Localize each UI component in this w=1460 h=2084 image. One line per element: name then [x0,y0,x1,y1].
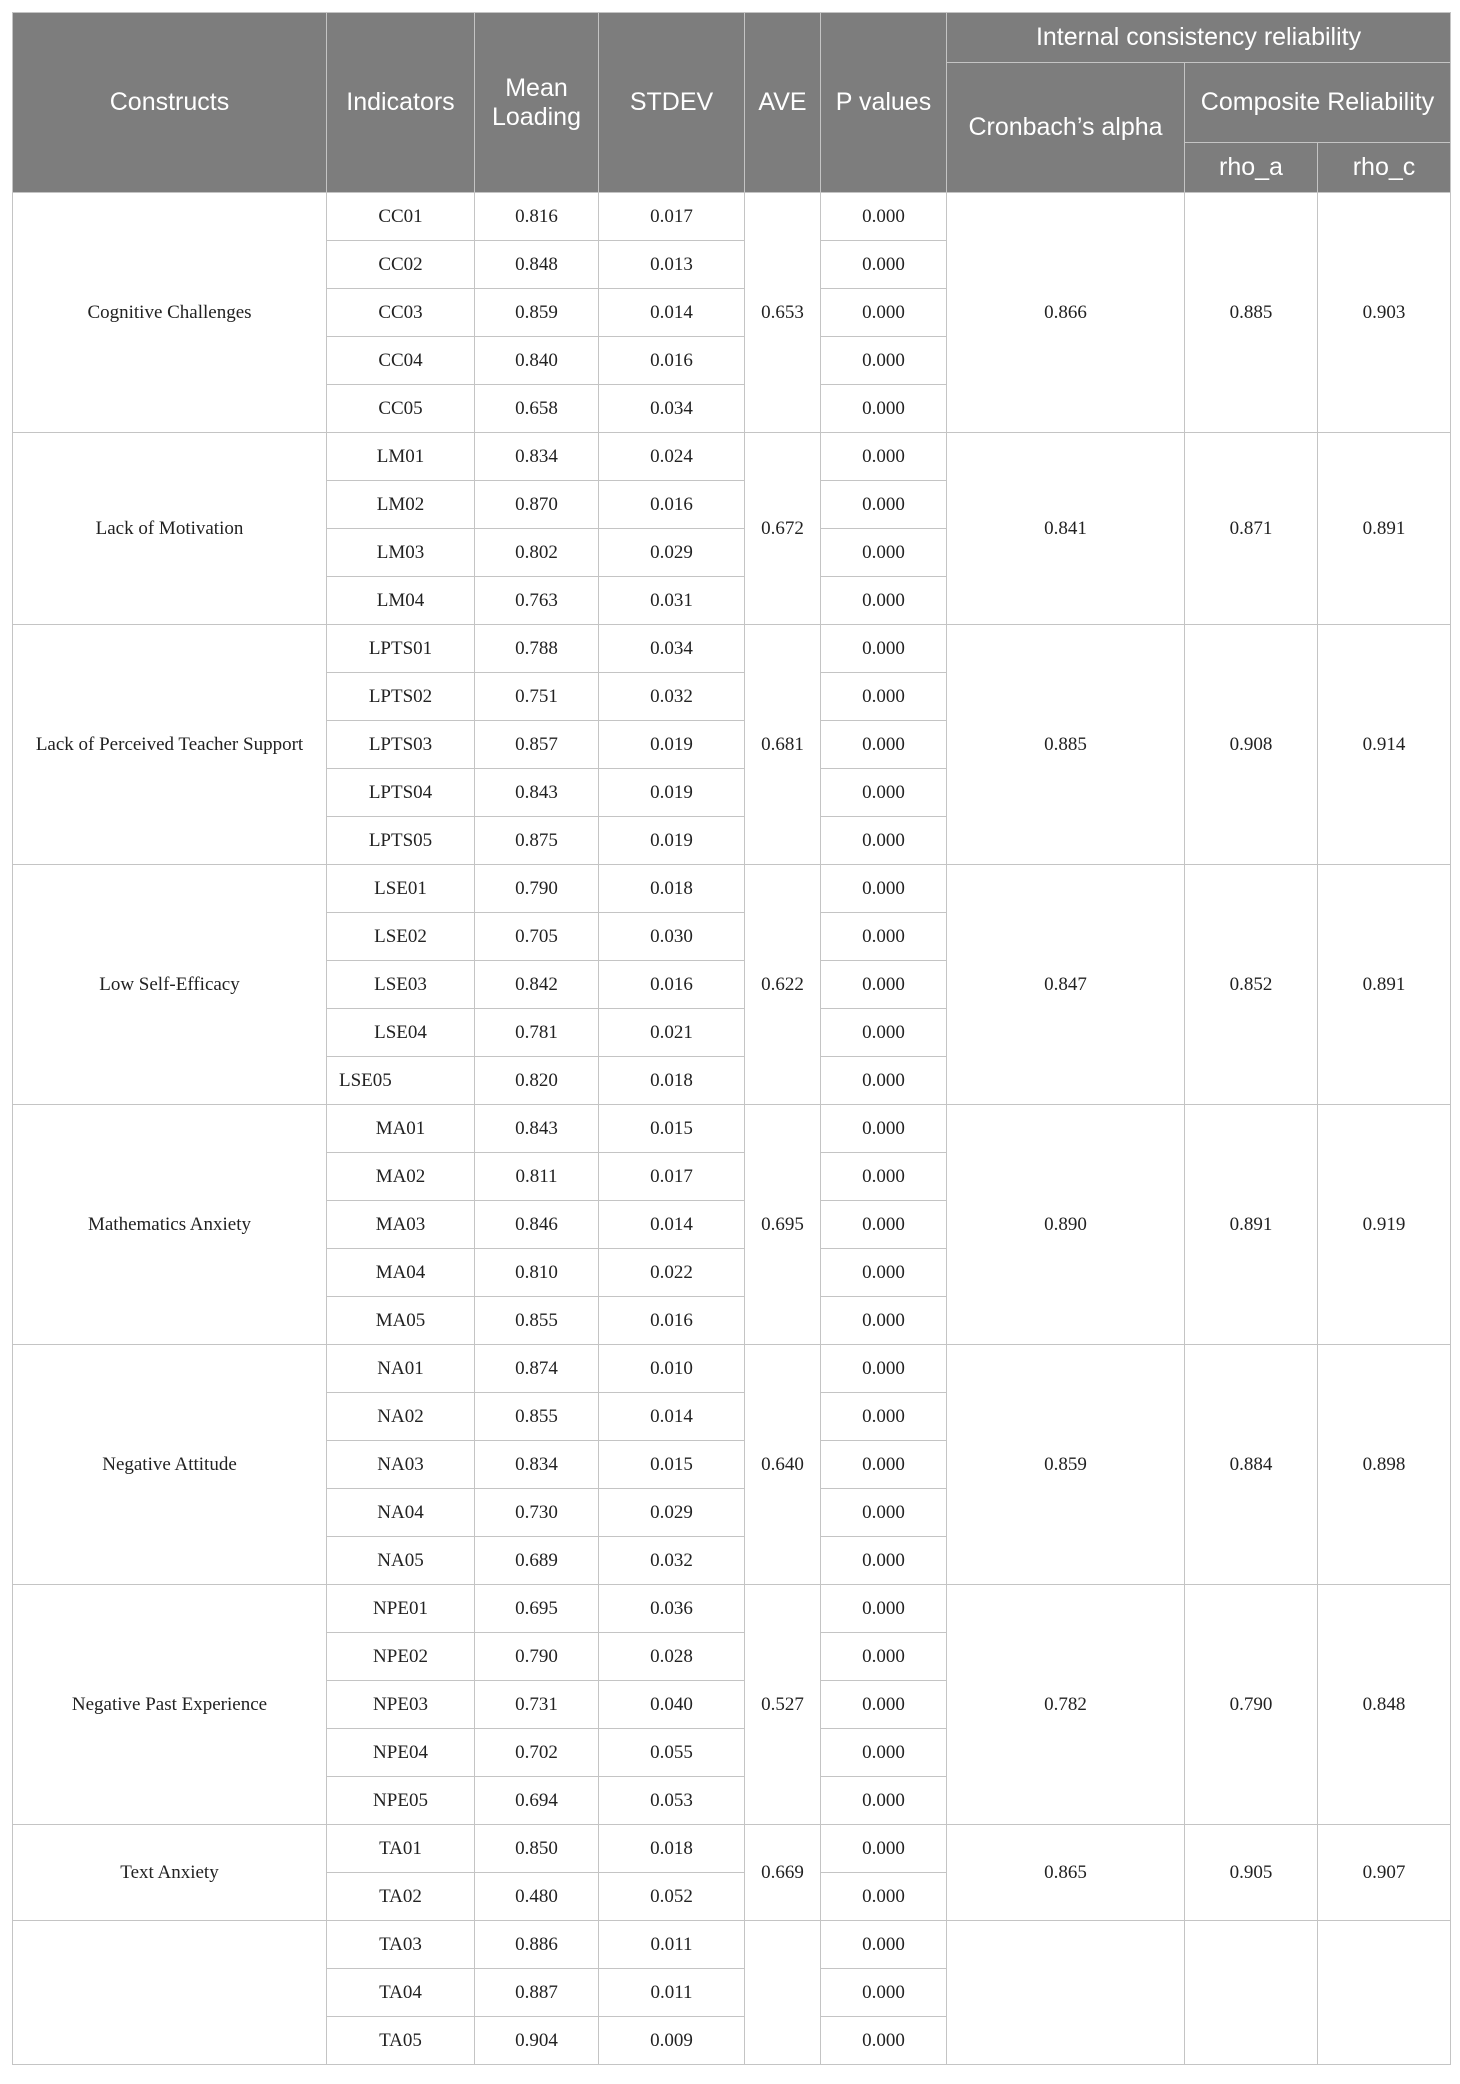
p-value-cell: 0.000 [821,385,947,433]
stdev-cell: 0.009 [599,2017,745,2065]
mean-loading-cell: 0.689 [475,1537,599,1585]
p-value-cell: 0.000 [821,1969,947,2017]
table-row [13,1105,1451,1153]
p-value-cell: 0.000 [821,1345,947,1393]
p-value-cell: 0.000 [821,1393,947,1441]
indicator-cell: CC02 [327,241,475,289]
header-rho-a: rho_a [1185,143,1318,193]
stdev-cell: 0.014 [599,289,745,337]
header-internal-consistency: Internal consistency reliability [947,13,1451,63]
indicator-cell: MA02 [327,1153,475,1201]
mean-loading-cell: 0.705 [475,913,599,961]
p-value-cell: 0.000 [821,1153,947,1201]
mean-loading-cell: 0.694 [475,1777,599,1825]
indicator-cell: NPE01 [327,1585,475,1633]
p-value-cell: 0.000 [821,577,947,625]
header-rho-c: rho_c [1318,143,1451,193]
header-ave: AVE [745,13,821,193]
stdev-cell: 0.014 [599,1393,745,1441]
stdev-cell: 0.032 [599,1537,745,1585]
indicator-cell: LM04 [327,577,475,625]
p-value-cell: 0.000 [821,1585,947,1633]
p-value-cell: 0.000 [821,1681,947,1729]
indicator-cell: NPE05 [327,1777,475,1825]
indicator-cell: LM03 [327,529,475,577]
p-value-cell: 0.000 [821,1729,947,1777]
p-value-cell: 0.000 [821,1009,947,1057]
p-value-cell: 0.000 [821,817,947,865]
p-value-cell: 0.000 [821,1249,947,1297]
stdev-cell: 0.016 [599,961,745,1009]
p-value-cell: 0.000 [821,625,947,673]
stdev-cell: 0.040 [599,1681,745,1729]
p-value-cell: 0.000 [821,1441,947,1489]
cronbach-alpha-cell: 0.866 [947,193,1185,433]
indicator-cell: LM01 [327,433,475,481]
indicator-cell: NA05 [327,1537,475,1585]
mean-loading-cell: 0.886 [475,1921,599,1969]
header-indicators: Indicators [327,13,475,193]
construct-name: Text Anxiety [13,1825,327,1921]
mean-loading-cell: 0.816 [475,193,599,241]
construct-name: Negative Attitude [13,1345,327,1585]
rho-c-cell: 0.907 [1318,1825,1451,1921]
stdev-cell: 0.034 [599,625,745,673]
ave-cell: 0.527 [745,1585,821,1825]
table-body [13,193,1451,2065]
p-value-cell: 0.000 [821,1489,947,1537]
p-value-cell: 0.000 [821,193,947,241]
p-value-cell: 0.000 [821,1921,947,1969]
stdev-cell: 0.018 [599,1825,745,1873]
stdev-cell: 0.010 [599,1345,745,1393]
cronbach-alpha-cell: 0.841 [947,433,1185,625]
mean-loading-cell: 0.857 [475,721,599,769]
mean-loading-cell: 0.843 [475,769,599,817]
p-value-cell: 0.000 [821,1825,947,1873]
mean-loading-cell: 0.859 [475,289,599,337]
indicator-cell: CC03 [327,289,475,337]
mean-loading-cell: 0.846 [475,1201,599,1249]
rho-c-cell: 0.891 [1318,433,1451,625]
table-row [13,625,1451,673]
p-value-cell: 0.000 [821,1105,947,1153]
stdev-cell: 0.011 [599,1921,745,1969]
header-stdev: STDEV [599,13,745,193]
stdev-cell: 0.030 [599,913,745,961]
stdev-cell: 0.022 [599,1249,745,1297]
construct-name: Low Self-Efficacy [13,865,327,1105]
indicator-cell: CC04 [327,337,475,385]
stdev-cell: 0.016 [599,337,745,385]
mean-loading-cell: 0.781 [475,1009,599,1057]
mean-loading-cell: 0.788 [475,625,599,673]
indicator-cell: LSE01 [327,865,475,913]
p-value-cell: 0.000 [821,1633,947,1681]
p-value-cell: 0.000 [821,1537,947,1585]
table-row [13,1345,1451,1393]
rho-c-cell: 0.898 [1318,1345,1451,1585]
rho-a-cell: 0.852 [1185,865,1318,1105]
indicator-cell: TA04 [327,1969,475,2017]
mean-loading-cell: 0.702 [475,1729,599,1777]
cronbach-alpha-cell: 0.782 [947,1585,1185,1825]
cronbach-alpha-cell: 0.859 [947,1345,1185,1585]
p-value-cell: 0.000 [821,289,947,337]
p-value-cell: 0.000 [821,769,947,817]
indicator-cell: CC01 [327,193,475,241]
mean-loading-cell: 0.870 [475,481,599,529]
p-value-cell: 0.000 [821,1057,947,1105]
header-composite-reliability: Composite Reliability [1185,63,1451,143]
rho-a-cell: 0.905 [1185,1825,1318,1921]
stdev-cell: 0.017 [599,1153,745,1201]
mean-loading-cell: 0.887 [475,1969,599,2017]
construct-name: Lack of Motivation [13,433,327,625]
table-row [13,433,1451,481]
mean-loading-cell: 0.790 [475,865,599,913]
mean-loading-cell: 0.904 [475,2017,599,2065]
reliability-table [12,12,1451,2065]
indicator-cell: NPE03 [327,1681,475,1729]
mean-loading-cell: 0.790 [475,1633,599,1681]
cronbach-alpha-cell: 0.847 [947,865,1185,1105]
stdev-cell: 0.019 [599,769,745,817]
rho-c-cell: 0.848 [1318,1585,1451,1825]
mean-loading-cell: 0.843 [475,1105,599,1153]
mean-loading-cell: 0.480 [475,1873,599,1921]
mean-loading-cell: 0.848 [475,241,599,289]
indicator-cell: NA01 [327,1345,475,1393]
p-value-cell: 0.000 [821,673,947,721]
cronbach-alpha-cell [947,1921,1185,2065]
cronbach-alpha-cell: 0.885 [947,625,1185,865]
construct-name: Negative Past Experience [13,1585,327,1825]
mean-loading-cell: 0.855 [475,1297,599,1345]
rho-c-cell: 0.914 [1318,625,1451,865]
table-row [13,193,1451,241]
header-constructs: Constructs [13,13,327,193]
cronbach-alpha-cell: 0.890 [947,1105,1185,1345]
mean-loading-cell: 0.834 [475,433,599,481]
indicator-cell: MA04 [327,1249,475,1297]
mean-loading-cell: 0.834 [475,1441,599,1489]
mean-loading-cell: 0.855 [475,1393,599,1441]
stdev-cell: 0.016 [599,481,745,529]
construct-name: Lack of Perceived Teacher Support [13,625,327,865]
indicator-cell: LSE02 [327,913,475,961]
p-value-cell: 0.000 [821,481,947,529]
p-value-cell: 0.000 [821,241,947,289]
stdev-cell: 0.018 [599,865,745,913]
table-row [13,1825,1451,1873]
ave-cell [745,1921,821,2065]
stdev-cell: 0.031 [599,577,745,625]
p-value-cell: 0.000 [821,865,947,913]
rho-c-cell: 0.919 [1318,1105,1451,1345]
mean-loading-cell: 0.811 [475,1153,599,1201]
rho-a-cell: 0.871 [1185,433,1318,625]
p-value-cell: 0.000 [821,1777,947,1825]
construct-name: Mathematics Anxiety [13,1105,327,1345]
stdev-cell: 0.014 [599,1201,745,1249]
header-cronbach-alpha: Cronbach’s alpha [947,63,1185,193]
stdev-cell: 0.015 [599,1441,745,1489]
ave-cell: 0.695 [745,1105,821,1345]
table-row [13,865,1451,913]
cronbach-alpha-cell: 0.865 [947,1825,1185,1921]
rho-a-cell: 0.790 [1185,1585,1318,1825]
mean-loading-cell: 0.802 [475,529,599,577]
p-value-cell: 0.000 [821,961,947,1009]
stdev-cell: 0.034 [599,385,745,433]
p-value-cell: 0.000 [821,2017,947,2065]
indicator-cell: LPTS01 [327,625,475,673]
ave-cell: 0.672 [745,433,821,625]
rho-a-cell: 0.884 [1185,1345,1318,1585]
indicator-cell: NA02 [327,1393,475,1441]
ave-cell: 0.653 [745,193,821,433]
indicator-cell: CC05 [327,385,475,433]
p-value-cell: 0.000 [821,1297,947,1345]
mean-loading-cell: 0.820 [475,1057,599,1105]
p-value-cell: 0.000 [821,721,947,769]
indicator-cell: LSE04 [327,1009,475,1057]
mean-loading-cell: 0.842 [475,961,599,1009]
stdev-cell: 0.055 [599,1729,745,1777]
mean-loading-cell: 0.731 [475,1681,599,1729]
mean-loading-cell: 0.850 [475,1825,599,1873]
mean-loading-cell: 0.840 [475,337,599,385]
p-value-cell: 0.000 [821,913,947,961]
stdev-cell: 0.053 [599,1777,745,1825]
stdev-cell: 0.021 [599,1009,745,1057]
table-row [13,1585,1451,1633]
table-header [13,13,1451,193]
stdev-cell: 0.029 [599,529,745,577]
p-value-cell: 0.000 [821,1873,947,1921]
rho-a-cell: 0.891 [1185,1105,1318,1345]
indicator-cell: LPTS02 [327,673,475,721]
stdev-cell: 0.052 [599,1873,745,1921]
ave-cell: 0.669 [745,1825,821,1921]
indicator-cell: MA03 [327,1201,475,1249]
indicator-cell: LSE05 [327,1057,475,1105]
indicator-cell: MA01 [327,1105,475,1153]
stdev-cell: 0.017 [599,193,745,241]
rho-c-cell [1318,1921,1451,2065]
construct-name: Cognitive Challenges [13,193,327,433]
mean-loading-cell: 0.810 [475,1249,599,1297]
stdev-cell: 0.011 [599,1969,745,2017]
stdev-cell: 0.018 [599,1057,745,1105]
stdev-cell: 0.019 [599,817,745,865]
table-row [13,1921,1451,1969]
stdev-cell: 0.024 [599,433,745,481]
rho-a-cell: 0.908 [1185,625,1318,865]
stdev-cell: 0.036 [599,1585,745,1633]
stdev-cell: 0.028 [599,1633,745,1681]
p-value-cell: 0.000 [821,1201,947,1249]
mean-loading-cell: 0.730 [475,1489,599,1537]
indicator-cell: LM02 [327,481,475,529]
stdev-cell: 0.032 [599,673,745,721]
stdev-cell: 0.013 [599,241,745,289]
rho-c-cell: 0.903 [1318,193,1451,433]
stdev-cell: 0.029 [599,1489,745,1537]
indicator-cell: NA04 [327,1489,475,1537]
indicator-cell: TA02 [327,1873,475,1921]
p-value-cell: 0.000 [821,433,947,481]
indicator-cell: LSE03 [327,961,475,1009]
indicator-cell: TA03 [327,1921,475,1969]
p-value-cell: 0.000 [821,529,947,577]
rho-a-cell [1185,1921,1318,2065]
indicator-cell: LPTS03 [327,721,475,769]
mean-loading-cell: 0.695 [475,1585,599,1633]
mean-loading-cell: 0.763 [475,577,599,625]
mean-loading-cell: 0.874 [475,1345,599,1393]
rho-c-cell: 0.891 [1318,865,1451,1105]
indicator-cell: TA05 [327,2017,475,2065]
indicator-cell: MA05 [327,1297,475,1345]
construct-name [13,1921,327,2065]
indicator-cell: LPTS04 [327,769,475,817]
p-value-cell: 0.000 [821,337,947,385]
indicator-cell: NA03 [327,1441,475,1489]
header-mean-loading: Mean Loading [475,13,599,193]
rho-a-cell: 0.885 [1185,193,1318,433]
ave-cell: 0.622 [745,865,821,1105]
header-p-values: P values [821,13,947,193]
indicator-cell: NPE02 [327,1633,475,1681]
stdev-cell: 0.016 [599,1297,745,1345]
ave-cell: 0.681 [745,625,821,865]
indicator-cell: LPTS05 [327,817,475,865]
stdev-cell: 0.019 [599,721,745,769]
indicator-cell: NPE04 [327,1729,475,1777]
stdev-cell: 0.015 [599,1105,745,1153]
indicator-cell: TA01 [327,1825,475,1873]
mean-loading-cell: 0.875 [475,817,599,865]
mean-loading-cell: 0.658 [475,385,599,433]
ave-cell: 0.640 [745,1345,821,1585]
mean-loading-cell: 0.751 [475,673,599,721]
